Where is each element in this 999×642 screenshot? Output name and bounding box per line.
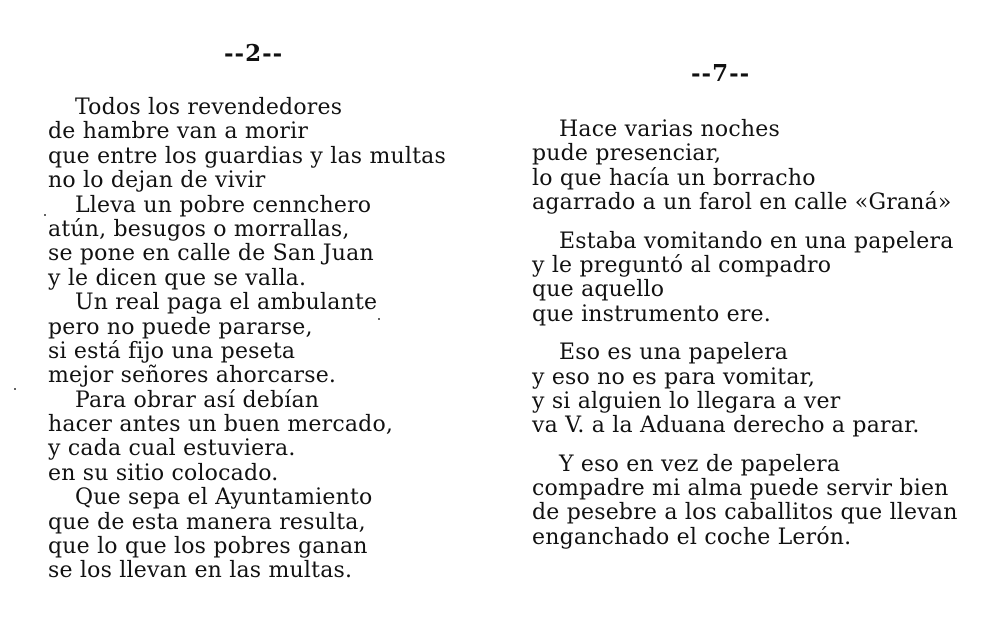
poem-line: Todos los revendedores xyxy=(75,95,343,120)
stanza xyxy=(532,453,958,551)
poem-line: y si alguien lo llegara a ver xyxy=(532,388,841,414)
ink-speck xyxy=(44,214,46,216)
poem-line: en su sitio colocado. xyxy=(48,460,279,486)
poem-line: lo que hacía un borracho xyxy=(532,165,816,191)
poem-line: enganchado el coche Lerón. xyxy=(532,524,852,550)
poem-line: se pone en calle de San Juan xyxy=(48,241,374,267)
poem-line: que instrumento ere. xyxy=(532,301,771,327)
page-number-left: --2-- xyxy=(224,40,284,67)
poem-line: mejor señores ahorcarse. xyxy=(48,363,337,389)
poem-line: que de esta manera resulta, xyxy=(48,509,366,535)
poem-line: Estaba vomitando en una papelera xyxy=(559,228,954,254)
poem-line: agarrado a un farol en calle «Graná» xyxy=(532,190,952,216)
poem-line: Lleva un pobre cennchero xyxy=(75,192,372,218)
poem-line: Eso es una papelera xyxy=(559,340,789,366)
stanza xyxy=(532,230,958,328)
poem-line: Y eso en vez de papelera xyxy=(559,451,841,477)
poem-line: y cada cual estuviera. xyxy=(48,436,296,462)
poem-line: Para obrar así debían xyxy=(75,387,320,413)
left-poem xyxy=(48,96,446,584)
poem-line: y le preguntó al compadro xyxy=(532,252,832,278)
poem-line: pero no puede pararse, xyxy=(48,314,313,340)
right-poem xyxy=(532,118,958,550)
poem-line: si está fijo una peseta xyxy=(48,338,296,364)
poem-line: de pesebre a los caballitos que llevan xyxy=(532,500,958,526)
ink-speck xyxy=(14,388,16,390)
right-page xyxy=(500,0,999,642)
stanza xyxy=(532,341,958,439)
poem-line: que lo que los pobres ganan xyxy=(48,534,368,560)
poem-line: de hambre van a morir xyxy=(48,119,309,145)
poem-line: y le dicen que se valla. xyxy=(48,265,307,291)
poem-line: Un real paga el ambulante xyxy=(75,290,378,316)
poem-line: va V. a la Aduana derecho a parar. xyxy=(532,413,920,439)
poem-line: hacer antes un buen mercado, xyxy=(48,412,394,438)
poem-line: Hace varias noches xyxy=(559,117,780,142)
poem-line: no lo dejan de vivir xyxy=(48,168,266,194)
stanza xyxy=(532,118,958,216)
poem-line: Que sepa el Ayuntamiento xyxy=(75,485,373,511)
poem-line: que aquello xyxy=(532,277,665,303)
poem-line: atún, besugos o morrallas, xyxy=(48,216,350,242)
poem-line: que entre los guardias y las multas xyxy=(48,143,446,169)
poem-line: compadre mi alma puede servir bien xyxy=(532,476,949,502)
poem-line: se los llevan en las multas. xyxy=(48,558,353,584)
poem-line: pude presenciar, xyxy=(532,141,722,167)
ink-speck xyxy=(378,318,380,320)
poem-line: y eso no es para vomitar, xyxy=(532,364,816,390)
page-number-right: --7-- xyxy=(691,60,751,87)
